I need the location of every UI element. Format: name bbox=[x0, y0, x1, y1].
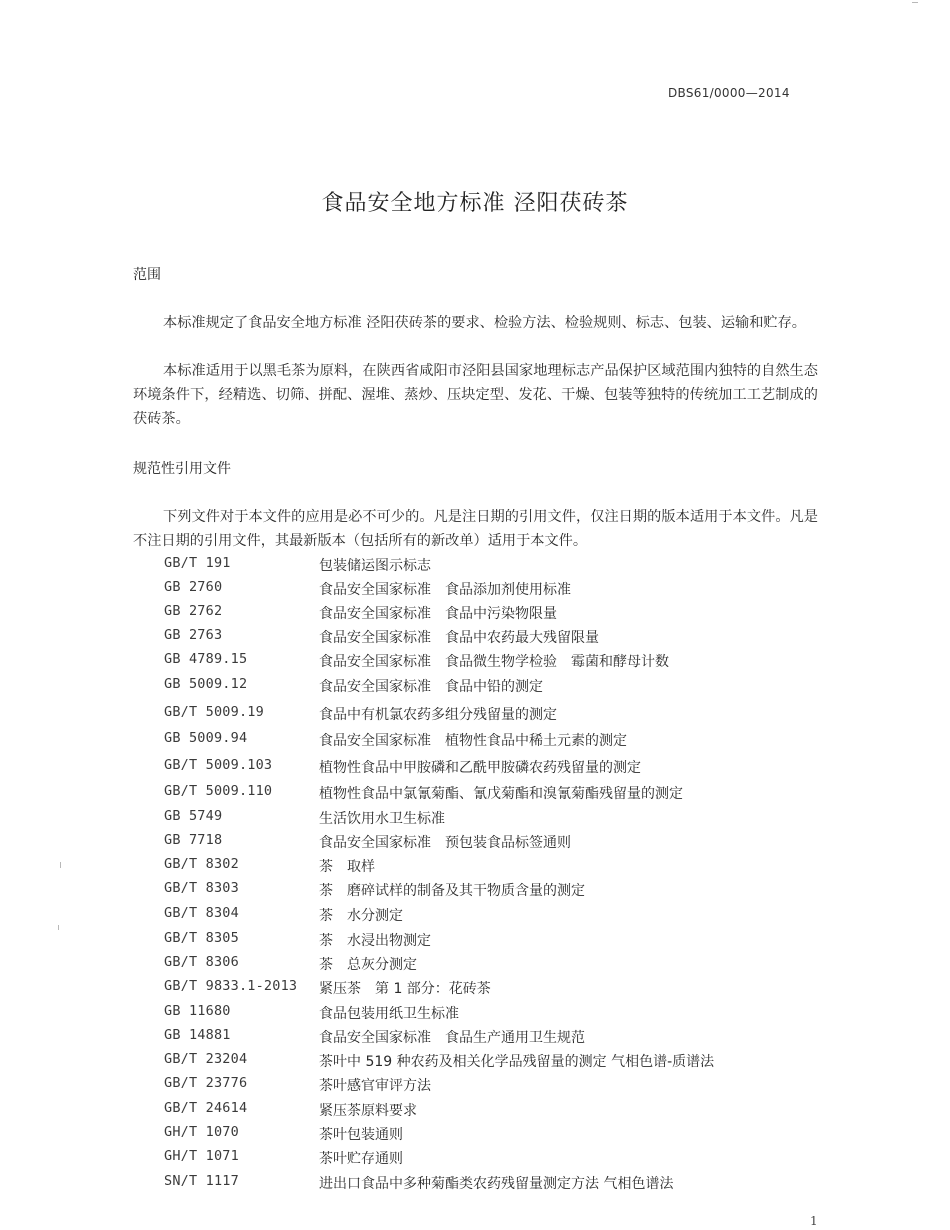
reference-code: GB 2763 bbox=[164, 627, 223, 643]
document-code: DBS61/0000—2014 bbox=[668, 86, 790, 100]
section-heading-normative-references: 规范性引用文件 bbox=[133, 461, 231, 477]
reference-code: GB 2762 bbox=[164, 603, 223, 619]
reference-title: 食品安全国家标准 预包装食品标签通则 bbox=[319, 835, 571, 851]
reference-title: 茶叶感官审评方法 bbox=[319, 1078, 431, 1094]
reference-code: SN/T 1117 bbox=[164, 1173, 239, 1189]
reference-code: GH/T 1071 bbox=[164, 1148, 239, 1164]
reference-title: 食品安全国家标准 食品中污染物限量 bbox=[319, 606, 557, 622]
reference-title: 食品安全国家标准 食品中铅的测定 bbox=[319, 679, 543, 695]
reference-title: 茶叶包装通则 bbox=[319, 1127, 403, 1143]
reference-code: GB/T 24614 bbox=[164, 1100, 248, 1116]
reference-code: GB/T 191 bbox=[164, 555, 231, 571]
reference-title: 食品安全国家标准 食品添加剂使用标准 bbox=[319, 582, 571, 598]
reference-code: GB 2760 bbox=[164, 579, 223, 595]
reference-code: GB 14881 bbox=[164, 1027, 231, 1043]
reference-title: 食品安全国家标准 食品微生物学检验 霉菌和酵母计数 bbox=[319, 654, 669, 670]
reference-code: GB/T 9833.1-2013 bbox=[164, 978, 298, 994]
reference-title: 茶 磨碎试样的制备及其干物质含量的测定 bbox=[319, 883, 585, 899]
reference-title: 茶叶中 519 种农药及相关化学品残留量的测定 气相色谱-质谱法 bbox=[319, 1054, 715, 1070]
reference-code: GB/T 8306 bbox=[164, 954, 239, 970]
reference-code: GB/T 5009.110 bbox=[164, 783, 273, 799]
reference-code: GH/T 1070 bbox=[164, 1124, 239, 1140]
reference-code: GB/T 23776 bbox=[164, 1075, 248, 1091]
reference-code: GB 4789.15 bbox=[164, 651, 248, 667]
scope-paragraph-1: 本标准规定了食品安全地方标准 泾阳茯砖茶的要求、检验方法、检验规则、标志、包装、运输和贮存。 bbox=[163, 315, 806, 331]
reference-title: 茶 总灰分测定 bbox=[319, 957, 417, 973]
reference-title: 食品中有机氯农药多组分残留量的测定 bbox=[319, 707, 557, 723]
reference-title: 食品包装用纸卫生标准 bbox=[319, 1006, 459, 1022]
scan-speck bbox=[58, 925, 59, 930]
reference-code: GB 5009.94 bbox=[164, 730, 248, 746]
scan-speck bbox=[60, 862, 61, 868]
reference-code: GB/T 23204 bbox=[164, 1051, 248, 1067]
reference-title: 茶 水浸出物测定 bbox=[319, 933, 431, 949]
reference-title: 紧压茶 第 1 部分：花砖茶 bbox=[319, 981, 491, 997]
reference-title: 紧压茶原料要求 bbox=[319, 1103, 417, 1119]
reference-code: GB/T 5009.19 bbox=[164, 704, 264, 720]
reference-title: 茶叶贮存通则 bbox=[319, 1151, 403, 1167]
reference-title: 进出口食品中多种菊酯类农药残留量测定方法 气相色谱法 bbox=[319, 1176, 674, 1192]
reference-title: 植物性食品中甲胺磷和乙酰甲胺磷农药残留量的测定 bbox=[319, 760, 641, 776]
reference-title: 包装储运图示标志 bbox=[319, 558, 431, 574]
reference-title: 茶 取样 bbox=[319, 859, 375, 875]
reference-code: GB/T 8304 bbox=[164, 905, 239, 921]
normative-references-intro: 下列文件对于本文件的应用是必不可少的。凡是注日期的引用文件，仅注日期的版本适用于本文件。凡是不注日期的引用文件，其最新版本（包括所有的新改单）适用于本文件。 bbox=[133, 509, 818, 549]
scope-paragraph-2: 本标准适用于以黑毛茶为原料，在陕西省咸阳市泾阳县国家地理标志产品保护区域范围内独特的自然生态环境条件下，经精选、切筛、拼配、渥堆、蒸炒、压块定型、发花、干燥、包装等独特的传统加工工艺制成的茯砖茶。 bbox=[133, 363, 818, 427]
reference-code: GB 7718 bbox=[164, 832, 223, 848]
reference-title: 食品安全国家标准 植物性食品中稀土元素的测定 bbox=[319, 733, 627, 749]
reference-title: 茶 水分测定 bbox=[319, 908, 403, 924]
reference-title: 植物性食品中氯氰菊酯、氰戊菊酯和溴氰菊酯残留量的测定 bbox=[319, 786, 683, 802]
reference-code: GB 5749 bbox=[164, 808, 223, 824]
reference-code: GB/T 5009.103 bbox=[164, 757, 273, 773]
reference-title: 食品安全国家标准 食品中农药最大残留限量 bbox=[319, 630, 599, 646]
reference-code: GB 5009.12 bbox=[164, 676, 248, 692]
reference-title: 食品安全国家标准 食品生产通用卫生规范 bbox=[319, 1030, 585, 1046]
page-number: 1 bbox=[810, 1214, 818, 1228]
reference-code: GB/T 8303 bbox=[164, 880, 239, 896]
reference-code: GB/T 8302 bbox=[164, 856, 239, 872]
document-title: 食品安全地方标准 泾阳茯砖茶 bbox=[321, 191, 629, 216]
reference-code: GB/T 8305 bbox=[164, 930, 239, 946]
scan-speck bbox=[912, 2, 918, 3]
section-heading-scope: 范围 bbox=[133, 267, 161, 283]
reference-code: GB 11680 bbox=[164, 1003, 231, 1019]
reference-title: 生活饮用水卫生标准 bbox=[319, 811, 445, 827]
